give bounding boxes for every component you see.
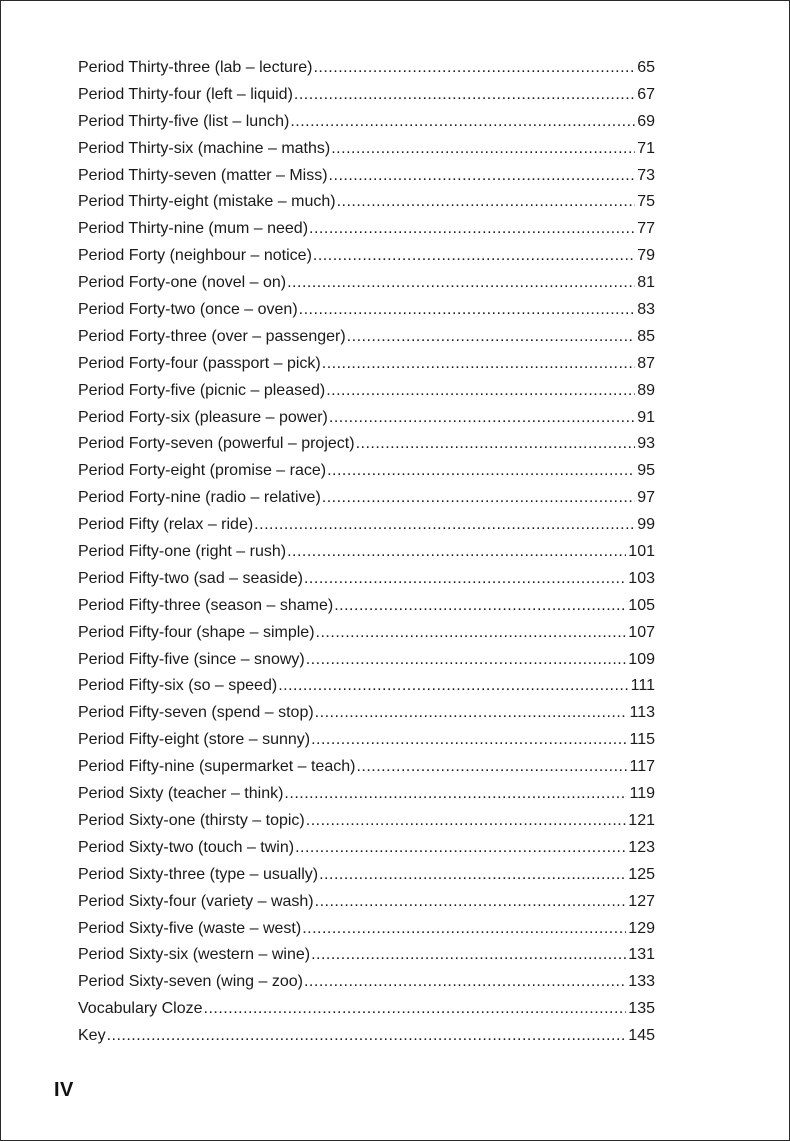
toc-entry-page-number: 131 <box>628 946 655 964</box>
dot-leader <box>331 136 635 163</box>
toc-entry-title: Period Fifty-six (so – speed) <box>78 677 278 695</box>
dot-leader <box>284 781 627 808</box>
toc-entry-title: Period Forty-five (picnic – pleased) <box>78 381 326 399</box>
toc-entry <box>78 351 655 378</box>
toc-entry-title: Period Forty-one (novel – on) <box>78 274 287 292</box>
toc-entry-page-number: 69 <box>637 112 655 130</box>
toc-entry-page-number: 85 <box>637 327 655 345</box>
toc-entry <box>78 916 655 943</box>
toc-entry <box>78 835 655 862</box>
toc-entry-title: Period Forty-seven (powerful – project) <box>78 435 355 453</box>
toc-entry-title: Period Fifty (relax – ride) <box>78 516 254 534</box>
toc-entry-title: Period Fifty-seven (spend – stop) <box>78 704 314 722</box>
toc-entry-page-number: 133 <box>628 973 655 991</box>
toc-entry <box>78 189 655 216</box>
dot-leader <box>326 378 635 405</box>
toc-entry-title: Period Thirty-four (left – liquid) <box>78 85 293 103</box>
toc-entry-page-number: 113 <box>629 704 655 722</box>
toc-entry <box>78 647 655 674</box>
toc-entry-title: Period Thirty-six (machine – maths) <box>78 139 331 157</box>
toc-entry-page-number: 89 <box>637 381 655 399</box>
dot-leader <box>306 647 627 674</box>
table-of-contents <box>78 55 655 1050</box>
toc-entry <box>78 969 655 996</box>
toc-entry-page-number: 97 <box>637 489 655 507</box>
toc-entry-page-number: 95 <box>637 462 655 480</box>
toc-entry-page-number: 111 <box>630 677 655 695</box>
toc-entry-title: Key <box>78 1027 106 1045</box>
dot-leader <box>304 566 626 593</box>
dot-leader <box>287 270 635 297</box>
dot-leader <box>356 754 627 781</box>
toc-entry-page-number: 81 <box>637 274 655 292</box>
toc-entry-page-number: 91 <box>637 408 655 426</box>
toc-entry-page-number: 123 <box>628 838 655 856</box>
toc-entry-page-number: 83 <box>637 301 655 319</box>
toc-entry <box>78 297 655 324</box>
toc-entry-page-number: 129 <box>628 919 655 937</box>
toc-entry <box>78 405 655 432</box>
toc-entry <box>78 808 655 835</box>
dot-leader <box>311 727 627 754</box>
dot-leader <box>299 297 636 324</box>
toc-entry-title: Period Sixty-six (western – wine) <box>78 946 311 964</box>
toc-entry <box>78 216 655 243</box>
dot-leader <box>315 889 627 916</box>
toc-entry-title: Period Sixty-seven (wing – zoo) <box>78 973 303 991</box>
dot-leader <box>347 324 636 351</box>
toc-entry-page-number: 75 <box>637 193 655 211</box>
dot-leader <box>329 163 636 190</box>
toc-entry-page-number: 103 <box>628 569 655 587</box>
toc-entry-title: Vocabulary Cloze <box>78 1000 203 1018</box>
dot-leader <box>315 700 628 727</box>
toc-entry-page-number: 121 <box>628 811 655 829</box>
dot-leader <box>254 512 635 539</box>
dot-leader <box>337 189 636 216</box>
toc-entry-title: Period Sixty-five (waste – west) <box>78 919 302 937</box>
toc-entry <box>78 512 655 539</box>
toc-entry-page-number: 109 <box>628 650 655 668</box>
toc-entry-page-number: 79 <box>637 247 655 265</box>
dot-leader <box>319 862 626 889</box>
toc-entry-title: Period Forty-nine (radio – relative) <box>78 489 321 507</box>
toc-entry-page-number: 105 <box>628 596 655 614</box>
dot-leader <box>294 82 635 109</box>
toc-entry <box>78 754 655 781</box>
toc-entry <box>78 163 655 190</box>
toc-entry-title: Period Forty (neighbour – notice) <box>78 247 312 265</box>
toc-entry-page-number: 101 <box>628 543 655 561</box>
toc-entry-page-number: 145 <box>628 1027 655 1045</box>
toc-entry-title: Period Thirty-nine (mum – need) <box>78 220 309 238</box>
toc-entry-page-number: 107 <box>628 623 655 641</box>
toc-entry-title: Period Forty-four (passport – pick) <box>78 354 321 372</box>
toc-entry <box>78 566 655 593</box>
dot-leader <box>322 485 635 512</box>
dot-leader <box>304 969 626 996</box>
toc-entry-title: Period Sixty-three (type – usually) <box>78 865 319 883</box>
dot-leader <box>322 351 635 378</box>
toc-entry-title: Period Sixty-one (thirsty – topic) <box>78 811 305 829</box>
toc-entry <box>78 485 655 512</box>
toc-entry-page-number: 71 <box>637 139 655 157</box>
toc-entry-title: Period Forty-two (once – oven) <box>78 301 298 319</box>
toc-entry <box>78 700 655 727</box>
toc-entry <box>78 270 655 297</box>
toc-entry <box>78 727 655 754</box>
toc-entry-page-number: 127 <box>628 892 655 910</box>
dot-leader <box>295 835 626 862</box>
toc-entry-title: Period Fifty-nine (supermarket – teach) <box>78 758 356 776</box>
toc-entry-title: Period Fifty-eight (store – sunny) <box>78 731 311 749</box>
dot-leader <box>302 916 626 943</box>
toc-entry-page-number: 125 <box>628 865 655 883</box>
toc-entry-title: Period Forty-six (pleasure – power) <box>78 408 328 426</box>
dot-leader <box>311 942 626 969</box>
dot-leader <box>290 109 635 136</box>
toc-entry-title: Period Thirty-eight (mistake – much) <box>78 193 336 211</box>
toc-entry <box>78 673 655 700</box>
dot-leader <box>313 243 635 270</box>
toc-entry-title: Period Forty-eight (promise – race) <box>78 462 327 480</box>
toc-entry-title: Period Sixty-four (variety – wash) <box>78 892 314 910</box>
toc-entry <box>78 1023 655 1050</box>
toc-entry-title: Period Thirty-three (lab – lecture) <box>78 59 313 76</box>
toc-entry <box>78 55 655 82</box>
toc-entry-page-number: 77 <box>637 220 655 238</box>
dot-leader <box>334 593 626 620</box>
toc-entry <box>78 378 655 405</box>
dot-leader <box>327 458 635 485</box>
toc-entry <box>78 539 655 566</box>
toc-entry <box>78 781 655 808</box>
toc-entry-page-number: 93 <box>637 435 655 453</box>
toc-entry <box>78 82 655 109</box>
toc-entry <box>78 136 655 163</box>
toc-entry-title: Period Thirty-five (list – lunch) <box>78 112 290 130</box>
toc-entry-page-number: 135 <box>628 1000 655 1018</box>
dot-leader <box>107 1023 627 1050</box>
toc-entry-title: Period Fifty-three (season – shame) <box>78 596 334 614</box>
page-number: IV <box>54 1079 74 1101</box>
toc-entry-title: Period Forty-three (over – passenger) <box>78 327 346 345</box>
dot-leader <box>278 673 628 700</box>
toc-entry-title: Period Fifty-one (right – rush) <box>78 543 287 561</box>
toc-entry-page-number: 99 <box>637 516 655 534</box>
toc-entry-title: Period Thirty-seven (matter – Miss) <box>78 166 328 184</box>
toc-entry-title: Period Fifty-two (sad – seaside) <box>78 569 303 587</box>
dot-leader <box>309 216 635 243</box>
toc-entry-title: Period Fifty-five (since – snowy) <box>78 650 305 668</box>
toc-entry <box>78 458 655 485</box>
toc-entry <box>78 996 655 1023</box>
toc-entry-page-number: 87 <box>637 354 655 372</box>
dot-leader <box>313 55 635 82</box>
dot-leader <box>204 996 627 1023</box>
toc-entry <box>78 243 655 270</box>
toc-entry <box>78 593 655 620</box>
dot-leader <box>356 431 636 458</box>
toc-entry-title: Period Sixty (teacher – think) <box>78 785 284 803</box>
toc-entry <box>78 942 655 969</box>
toc-entry <box>78 862 655 889</box>
toc-entry <box>78 324 655 351</box>
dot-leader <box>287 539 626 566</box>
dot-leader <box>306 808 627 835</box>
toc-entry-page-number: 65 <box>637 59 655 76</box>
toc-entry-page-number: 119 <box>629 785 655 803</box>
toc-entry <box>78 889 655 916</box>
toc-entry-page-number: 117 <box>629 758 655 776</box>
toc-entry-page-number: 115 <box>629 731 655 749</box>
toc-entry-page-number: 73 <box>637 166 655 184</box>
toc-entry-title: Period Sixty-two (touch – twin) <box>78 838 295 856</box>
toc-entry <box>78 431 655 458</box>
dot-leader <box>316 620 627 647</box>
toc-entry-title: Period Fifty-four (shape – simple) <box>78 623 315 641</box>
toc-entry <box>78 109 655 136</box>
toc-entry <box>78 620 655 647</box>
toc-entry-page-number: 67 <box>637 85 655 103</box>
dot-leader <box>329 405 635 432</box>
